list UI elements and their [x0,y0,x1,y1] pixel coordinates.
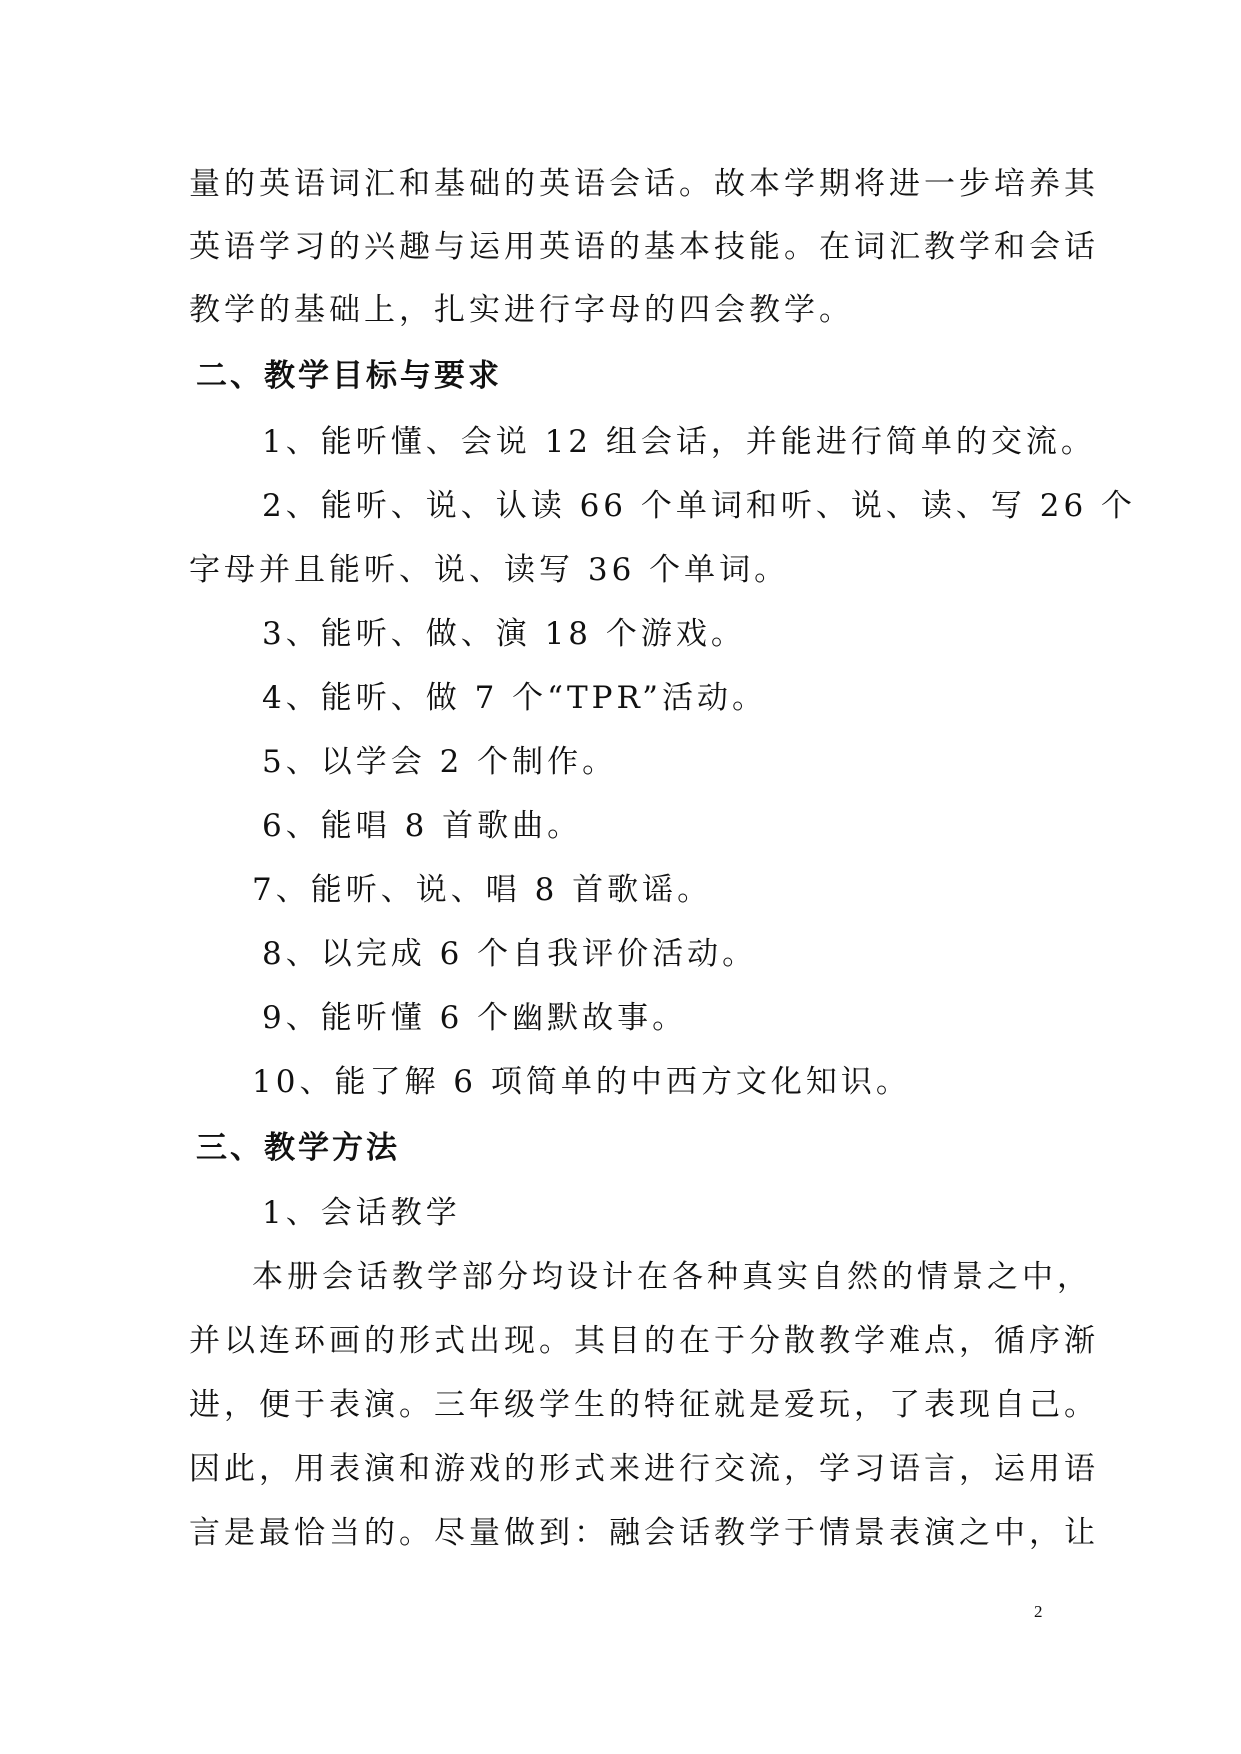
goal-item-10: 10、能了解 6 项简单的中西方文化知识。 [252,1064,911,1100]
goal-item-1: 1、能听懂、会说 12 组会话，并能进行简单的交流。 [262,424,1096,460]
goal-item-5: 5、以学会 2 个制作。 [262,744,618,780]
goal-item-4: 4、能听、做 7 个“TPR”活动。 [262,680,768,716]
intro-line-1: 量的英语词汇和基础的英语会话。故本学期将进一步培养其 [189,166,1099,202]
goal-item-8: 8、以完成 6 个自我评价活动。 [262,936,758,972]
intro-line-3: 教学的基础上，扎实进行字母的四会教学。 [189,292,854,328]
goal-item-2: 2、能听、说、认读 66 个单词和听、说、读、写 26 个 [262,488,1137,524]
intro-line-2: 英语学习的兴趣与运用英语的基本技能。在词汇教学和会话 [189,229,1099,265]
method-paragraph-line-2: 并以连环画的形式出现。其目的在于分散教学难点，循序渐 [189,1323,1099,1359]
method-subheading: 1、会话教学 [262,1195,461,1231]
section-heading-methods: 三、教学方法 [196,1130,400,1166]
method-paragraph-line-1: 本册会话教学部分均设计在各种真实自然的情景之中， [252,1259,1092,1295]
page-number: 2 [1034,1602,1043,1621]
goal-item-7: 7、能听、说、唱 8 首歌谣。 [252,872,713,908]
goal-item-6: 6、能唱 8 首歌曲。 [262,808,583,844]
goal-item-3: 3、能听、做、演 18 个游戏。 [262,616,746,652]
section-heading-goals: 二、教学目标与要求 [196,358,502,394]
method-paragraph-line-5: 言是最恰当的。尽量做到：融会话教学于情景表演之中，让 [189,1515,1099,1551]
goal-item-2-continuation: 字母并且能听、说、读写 36 个单词。 [189,552,790,588]
method-paragraph-line-4: 因此，用表演和游戏的形式来进行交流，学习语言，运用语 [189,1451,1099,1487]
goal-item-9: 9、能听懂 6 个幽默故事。 [262,1000,688,1036]
method-paragraph-line-3: 进，便于表演。三年级学生的特征就是爱玩，了表现自己。 [189,1387,1099,1423]
